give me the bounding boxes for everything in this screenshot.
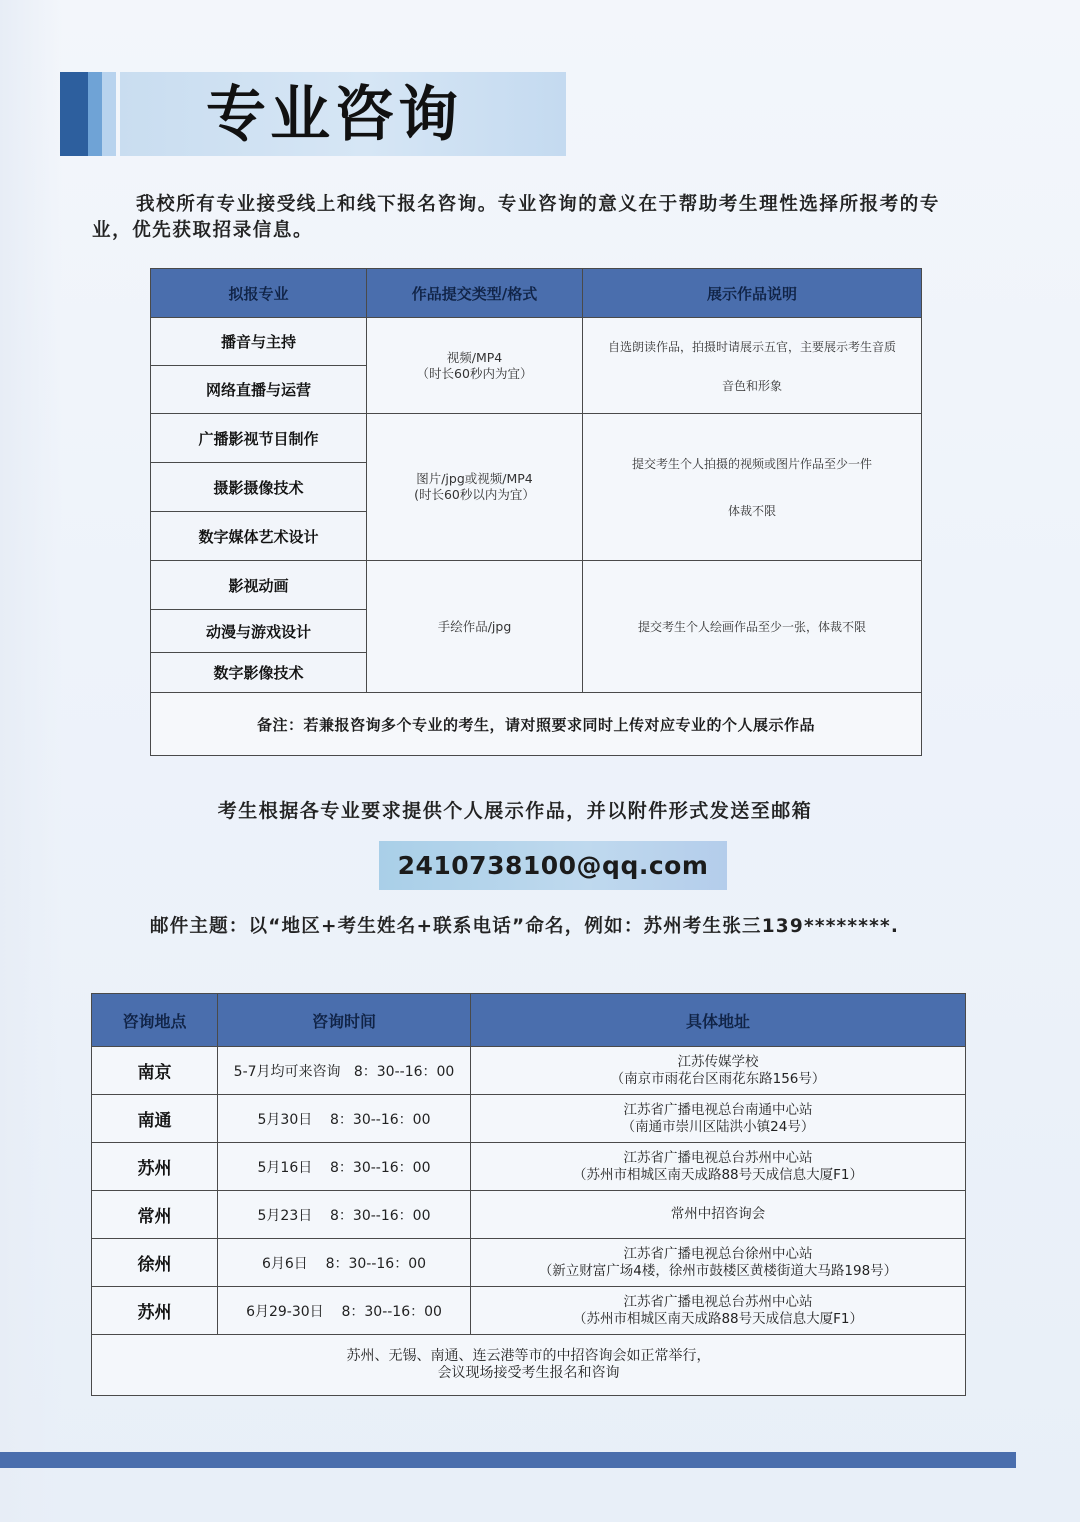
format-line: (时长60秒以内为宜） <box>414 487 535 502</box>
address-line: 江苏省广播电视总台南通中心站 <box>623 1101 813 1118</box>
address-cell <box>471 1047 966 1095</box>
time-cell: 5月23日 8：30--16：00 <box>218 1191 471 1239</box>
time-cell: 5月30日 8：30--16：00 <box>218 1095 471 1143</box>
major-cell: 播音与主持 <box>151 318 367 366</box>
major-cell: 影视动画 <box>151 561 367 610</box>
footer-line: 苏州、无锡、南通、连云港等市的中招咨询会如正常举行， <box>346 1348 711 1364</box>
consultation-footer-row <box>92 1335 966 1396</box>
majors-table <box>150 268 922 756</box>
table-row <box>151 561 922 610</box>
address-line: （南京市雨花台区雨花东路156号） <box>610 1070 826 1087</box>
address-line: 江苏省广播电视总台苏州中心站 <box>623 1149 813 1166</box>
format-line: 图片/jpg或视频/MP4 <box>416 471 533 486</box>
header-accent-bar-dark <box>60 72 88 156</box>
time-cell: 5月16日 8：30--16：00 <box>218 1143 471 1191</box>
header-accent-bar-mid <box>88 72 102 156</box>
address-line: 江苏省广播电视总台徐州中心站 <box>623 1245 813 1262</box>
address-line: （苏州市相城区南天成路88号天成信息大厦F1） <box>572 1310 864 1327</box>
address-line: （新立财富广场4楼，徐州市鼓楼区黄楼街道大马路198号） <box>538 1262 898 1279</box>
major-cell: 数字影像技术 <box>151 653 367 693</box>
city-cell: 苏州 <box>92 1143 218 1191</box>
city-cell: 南通 <box>92 1095 218 1143</box>
format-line: 手绘作品/jpg <box>437 618 512 634</box>
table-row <box>92 1287 966 1335</box>
description-line: 提交考生个人拍摄的视频或图片作品至少一件 <box>631 457 872 471</box>
description-cell <box>583 561 922 693</box>
format-line: （时长60秒内为宜） <box>416 365 533 381</box>
address-line: 常州中招咨询会 <box>670 1206 766 1222</box>
consultation-table-header <box>92 994 966 1047</box>
city-cell: 徐州 <box>92 1239 218 1287</box>
major-cell: 摄影摄像技术 <box>151 463 367 512</box>
address-cell <box>471 1191 966 1239</box>
address-line: 江苏省广播电视总台苏州中心站 <box>623 1293 813 1310</box>
address-line: （南通市崇川区陆洪小镇24号） <box>621 1118 815 1135</box>
consultation-footer <box>92 1335 966 1396</box>
background-fade <box>0 0 62 1522</box>
table-row <box>92 1095 966 1143</box>
format-cell <box>367 318 583 414</box>
address-cell <box>471 1287 966 1335</box>
page-title: 专业咨询 <box>206 80 462 150</box>
address-cell <box>471 1143 966 1191</box>
description-line: 体裁不限 <box>727 504 776 518</box>
description-line: 提交考生个人绘画作品至少一张，体裁不限 <box>637 620 866 634</box>
table-row <box>151 414 922 463</box>
address-cell <box>471 1095 966 1143</box>
major-cell: 广播影视节目制作 <box>151 414 367 463</box>
time-cell: 6月29-30日 8：30--16：00 <box>218 1287 471 1335</box>
header-description: 展示作品说明 <box>583 269 922 318</box>
consultation-table <box>91 993 966 1396</box>
description-cell <box>583 414 922 561</box>
intro-paragraph: 我校所有专业接受线上和线下报名咨询。专业咨询的意义在于帮助考生理性选择所报考的专业，优先获取招录信息。 <box>92 194 941 241</box>
major-cell: 网络直播与运营 <box>151 366 367 414</box>
email-address[interactable]: 2410738100@qq.com <box>397 851 709 880</box>
city-cell: 常州 <box>92 1191 218 1239</box>
footer-line: 会议现场接受考生报名和咨询 <box>437 1365 620 1381</box>
address-line: （苏州市相城区南天成路88号天成信息大厦F1） <box>572 1166 864 1183</box>
email-subject-rule: 邮件主题：以“地区+考生姓名+联系电话”命名，例如：苏州考生张三139********. <box>150 916 900 937</box>
city-cell: 南京 <box>92 1047 218 1095</box>
description-cell <box>583 318 922 414</box>
description-line: 自选朗读作品，拍摄时请展示五官，主要展示考生音质 <box>607 339 896 354</box>
table-note-row <box>151 693 922 756</box>
format-cell <box>367 561 583 693</box>
address-cell <box>471 1239 966 1287</box>
header-major: 拟报专业 <box>151 269 367 318</box>
description-line: 音色和形象 <box>721 378 782 393</box>
format-line: 视频/MP4 <box>446 349 503 365</box>
major-cell: 动漫与游戏设计 <box>151 610 367 653</box>
table-row <box>92 1191 966 1239</box>
table-row <box>92 1143 966 1191</box>
time-cell: 6月6日 8：30--16：00 <box>218 1239 471 1287</box>
table-row <box>92 1047 966 1095</box>
address-line: 江苏传媒学校 <box>677 1053 759 1070</box>
time-cell: 5-7月均可来咨询 8：30--16：00 <box>218 1047 471 1095</box>
send-instruction: 考生根据各专业要求提供个人展示作品，并以附件形式发送至邮箱 <box>217 800 813 822</box>
city-cell: 苏州 <box>92 1287 218 1335</box>
header-format: 作品提交类型/格式 <box>367 269 583 318</box>
bottom-bar <box>0 1452 1016 1468</box>
table-row <box>92 1239 966 1287</box>
header-location: 咨询地点 <box>92 994 218 1047</box>
format-cell <box>367 414 583 561</box>
major-cell: 数字媒体艺术设计 <box>151 512 367 561</box>
table-note: 备注：若兼报咨询多个专业的考生，请对照要求同时上传对应专业的个人展示作品 <box>151 693 922 756</box>
majors-table-header <box>151 269 922 318</box>
header-address: 具体地址 <box>471 994 966 1047</box>
header-time: 咨询时间 <box>218 994 471 1047</box>
table-row <box>151 318 922 366</box>
header-accent-bar-light <box>102 72 116 156</box>
